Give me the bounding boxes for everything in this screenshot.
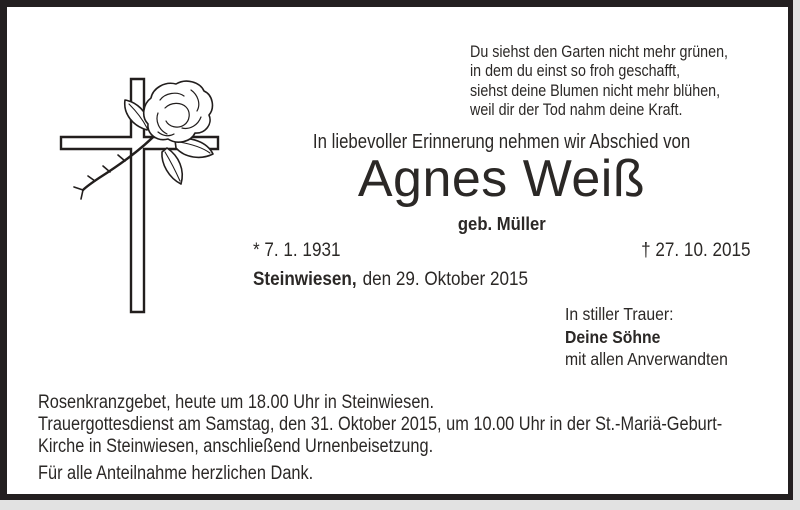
- deceased-name: Agnes Weiß: [357, 150, 646, 208]
- mourning-family: Deine Söhne: [565, 326, 661, 347]
- poem-line: Du siehst den Garten nicht mehr grünen,: [470, 42, 728, 61]
- place-date-line: [253, 269, 750, 291]
- announcement-line: Kirche in Steinwiesen, anschließend Urnenbeisetzung.: [38, 436, 434, 457]
- notice-date: den 29. Oktober 2015: [362, 269, 529, 290]
- poem-line: in dem du einst so froh geschafft,: [470, 61, 681, 81]
- maiden-name: geb. Müller: [457, 213, 546, 234]
- cross-rose-illustration: [55, 60, 235, 315]
- poem-line: siehst deine Blumen nicht mehr blühen,: [470, 80, 721, 100]
- birth-date: * 7. 1. 1931: [253, 240, 341, 261]
- announcements-block: [38, 392, 800, 485]
- cross-with-rose-icon: [55, 60, 235, 315]
- dates-row: [253, 240, 750, 262]
- poem-line: weil dir der Tod nahm deine Kraft.: [470, 100, 683, 120]
- mourning-relatives: mit allen Anverwandten: [565, 349, 728, 369]
- announcement-line: Trauergottesdienst am Samstag, den 31. Oktober 2015, um 10.00 Uhr in der St.-Mariä-Geburt-: [38, 414, 723, 435]
- mourning-lead: In stiller Trauer:: [565, 304, 674, 324]
- announcement-line: Rosenkranzgebet, heute um 18.00 Uhr in Steinwiesen.: [38, 392, 435, 413]
- mourning-block: [565, 303, 746, 371]
- poem: [470, 42, 777, 120]
- place-name: Steinwiesen,: [253, 269, 357, 290]
- announcement-line: Für alle Anteilnahme herzlichen Dank.: [38, 463, 314, 484]
- intro-line: In liebevoller Erinnerung nehmen wir Abschied von: [312, 131, 691, 153]
- death-date: † 27. 10. 2015: [640, 240, 750, 261]
